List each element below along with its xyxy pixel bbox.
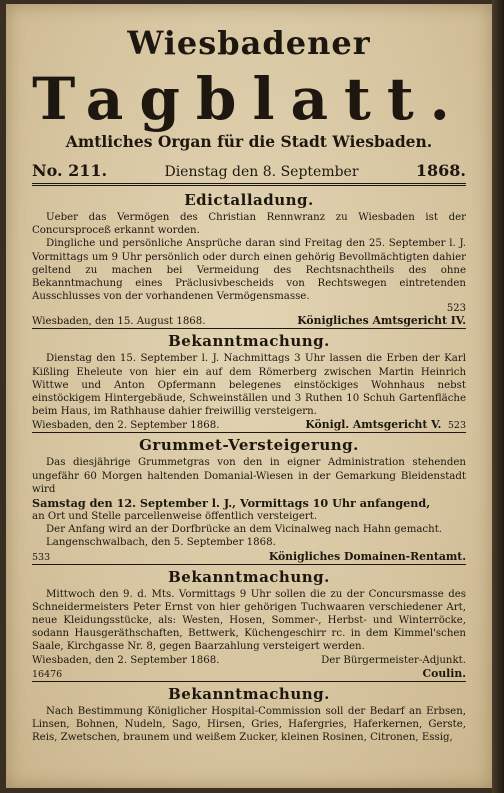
notice-bekanntmachung-2 [32,568,466,681]
notice-number: 523 [446,303,466,315]
masthead-title: Tagblatt. [32,65,466,133]
section-divider [32,681,466,682]
notice-bekanntmachung-3 [32,685,466,745]
notice-grummet [32,436,466,563]
notice-paragraph: an Ort und Stelle parcellenweise öffentlich versteigert. [32,511,318,523]
notice-place-date: Wiesbaden, den 2. September 1868. [32,420,220,432]
issue-year: 1868. [415,161,466,180]
notice-authority: Der Bürgermeister-Adjunkt. [321,654,466,666]
masthead-subtitle: Amtliches Organ für die Stadt Wiesbaden. [65,132,433,151]
notice-signature [32,550,466,564]
notice-place-date: Langenschwalbach, den 5. September 1868. [46,537,276,549]
book-spine [492,0,504,793]
notice-place-date: Wiesbaden, den 15. August 1868. [32,316,206,328]
notice-place-date: Wiesbaden, den 2. September 1868. [32,654,220,666]
notice-signature [32,418,466,432]
issue-dateline [32,161,466,180]
notice-paragraph: Der Anfang wird an der Dorfbrücke an dem Vicinalweg nach Hahn gemacht. [46,524,443,536]
newspaper-page [6,4,492,788]
notice-paragraph: Das diesjährige Grummetgras von den in eigner Administration stehenden ungefähr 60 Morgen haltenden Domanial-Wiesen in der Gemarkung Bleidenstadt wird [32,457,466,495]
notice-paragraph: Nach Bestimmung Königlicher Hospital-Commission soll der Bedarf an Erbsen, Linsen, Bohnen, Nudeln, Sago, Hirsen, Gries, Hafergries, Haferkernen, Gerste, Reis, Zwetschen, braunem und weißem Zucker, kleinen Rosinen, Citronen, Essig, [32,705,466,744]
notice-paragraph: Mittwoch den 9. d. Mts. Vormittags 9 Uhr sollen die zu der Concursmasse des Schneidermeisters Peter Ernst von hier gehörigen Tuchwaaren verschiedener Art, neue Kleidungsstücke, als: Westen, Hosen, Sommer-, Herbst- und Winterröcke, sodann Hausgeräthschaften, Bettwerk, Küchengeschirr rc. in dem Kimmel'schen Saale, Kirchgasse Nr. 8, gegen Baarzahlung versteigert werden. [32,588,466,653]
notice-title: Bekanntmachung. [168,684,330,703]
notice-number: 533 [32,551,51,563]
notice-authority: Königl. Amtsgericht V. [305,418,442,432]
masthead-rule [32,183,466,188]
issue-number: No. 211. [32,161,108,180]
notice-paragraph: Ueber das Vermögen des Christian Rennwranz zu Wiesbaden ist der Concursproceß erkannt worden. [32,212,466,237]
issue-date: Dienstag den 8. September [164,164,359,180]
notice-authority: Königliches Amtsgericht IV. [297,314,466,328]
notice-signature-2 [32,667,466,681]
masthead-city: Wiesbadener [127,24,371,62]
notice-signatory: Coulin. [422,666,466,680]
section-divider [32,328,466,329]
section-divider [32,432,466,433]
notice-number: 16476 [32,668,63,680]
notice-edictalladung [32,191,466,328]
notice-title: Edictalladung. [184,191,314,209]
notice-signature [32,654,466,667]
notice-signature [32,314,466,328]
notice-paragraph: Dienstag den 15. September l. J. Nachmittags 3 Uhr lassen die Erben der Karl Kißling Eheleute von hier ein auf dem Römerberg zwischen Martin Heinrich Wittwe und Anton Opfermann belegenes einstöckiges Wohnhaus nebst einstöckigem Hintergebäude, Schweinställen und 3 Ruthen 10 Schuh Gartenfläche beim Haus, im Rathhause dahier freiwillig versteigern. [32,353,466,418]
notice-title: Bekanntmachung. [168,332,330,351]
notice-emphasis: Samstag den 12. September l. J., Vormittags 10 Uhr anfangend, [32,496,431,511]
notice-title: Bekanntmachung. [168,567,330,586]
notice-bekanntmachung-1 [32,332,466,432]
notice-authority: Königliches Domainen-Rentamt. [268,549,466,563]
notice-title: Grummet-Versteigerung. [139,436,359,455]
notice-paragraph: Dingliche und persönliche Ansprüche daran sind Freitag den 25. September l. J. Vormittags um 9 Uhr persönlich oder durch einen gehörig Bevollmächtigten dahier geltend zu machen bei Vermeidung des Rechtsnachtheils des ohne Bekanntmachung eines Präclusivbescheids von Rechtswegen eintretenden Ausschlusses von der vorhandenen Vermögensmasse. [32,238,466,303]
notice-number: 523 [447,420,466,432]
section-divider [32,564,466,565]
